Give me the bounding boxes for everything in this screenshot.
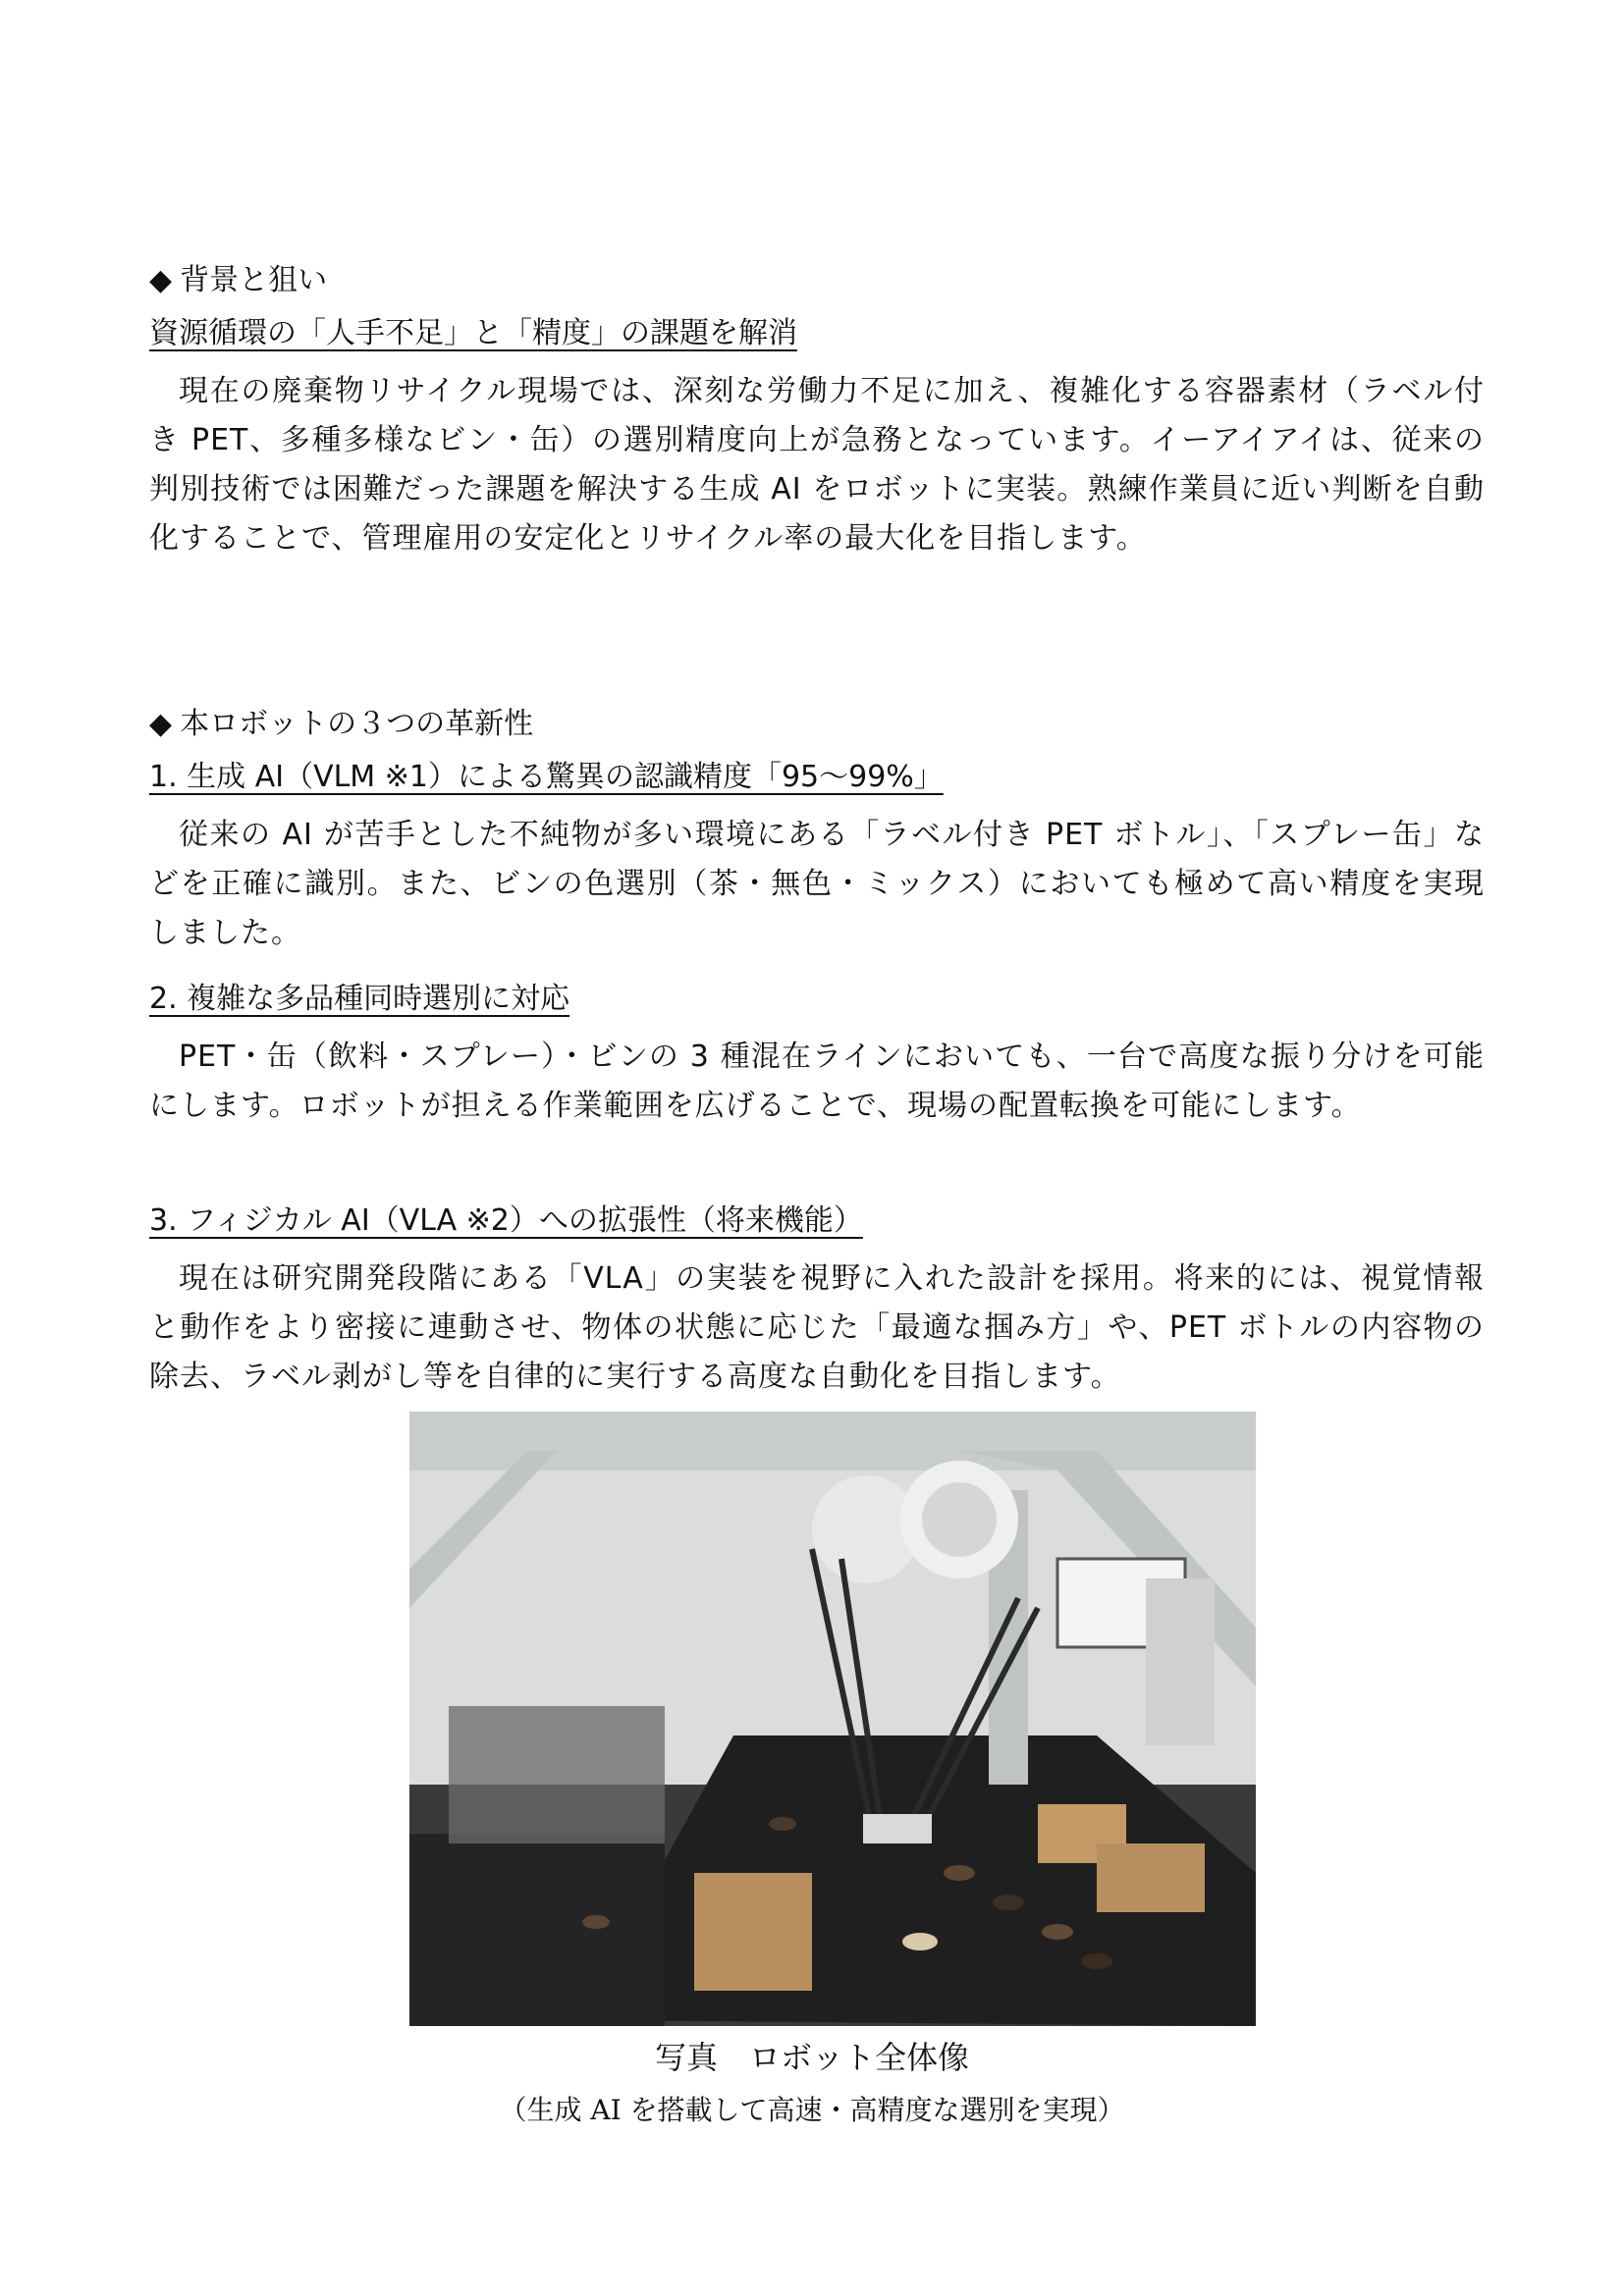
diamond-bullet-icon: ◆ bbox=[149, 263, 173, 297]
robot-photo-illustration bbox=[409, 1412, 1256, 2026]
section-heading-innovations bbox=[149, 703, 533, 746]
innovation-item-body: PET・缶（飲料・スプレー）・ビンの 3 種混在ラインにおいても、一台で高度な振り分けを可能にします。ロボットが担える作業範囲を広げることで、現場の配置転換を可能にします。 bbox=[149, 1040, 1485, 1123]
diamond-bullet-icon: ◆ bbox=[149, 707, 173, 741]
innovation-item-title: 3. フィジカル AI（VLA ※2）への拡張性（将来機能） bbox=[149, 1203, 863, 1238]
section-subheading: 資源循環の「人手不足」と「精度」の課題を解消 bbox=[149, 316, 797, 350]
photo-caption-title: 写真 ロボット全体像 bbox=[654, 2039, 969, 2076]
section-heading-text: 本ロボットの３つの革新性 bbox=[180, 707, 534, 741]
innovation-item-title: 1. 生成 AI（VLM ※1）による驚異の認識精度「95～99%」 bbox=[149, 760, 944, 794]
innovation-item-body: 従来の AI が苦手とした不純物が多い環境にある「ラベル付き PET ボトル」、「スプレー缶」などを正確に識別。また、ビンの色選別（茶・無色・ミックス）においても極めて高い精度を実現しました。 bbox=[149, 818, 1485, 950]
section-heading-background bbox=[149, 259, 327, 302]
innovation-item-title: 2. 複雑な多品種同時選別に対応 bbox=[149, 982, 570, 1016]
section-heading-text: 背景と狙い bbox=[180, 263, 328, 297]
robot-photo bbox=[409, 1412, 1256, 2026]
photo-caption-subtitle: （生成 AI を搭載して高速・高精度な選別を実現） bbox=[499, 2094, 1125, 2126]
innovation-item-body: 現在は研究開発段階にある「VLA」の実装を視野に入れた設計を採用。将来的には、視覚情報と動作をより密接に連動させ、物体の状態に応じた「最適な掴み方」や、PET ボトルの内容物の除去、ラベル剥がし等を自律的に実行する高度な自動化を目指します。 bbox=[149, 1261, 1485, 1394]
background-paragraph: 現在の廃棄物リサイクル現場では、深刻な労働力不足に加え、複雑化する容器素材（ラベル付き PET、多種多様なビン・缶）の選別精度向上が急務となっています。イーアイアイは、従来の判別技術では困難だった課題を解決する生成 AI をロボットに実装。熟練作業員に近い判断を自動化することで、管理雇用の安定化とリサイクル率の最大化を目指します。 bbox=[149, 374, 1485, 556]
